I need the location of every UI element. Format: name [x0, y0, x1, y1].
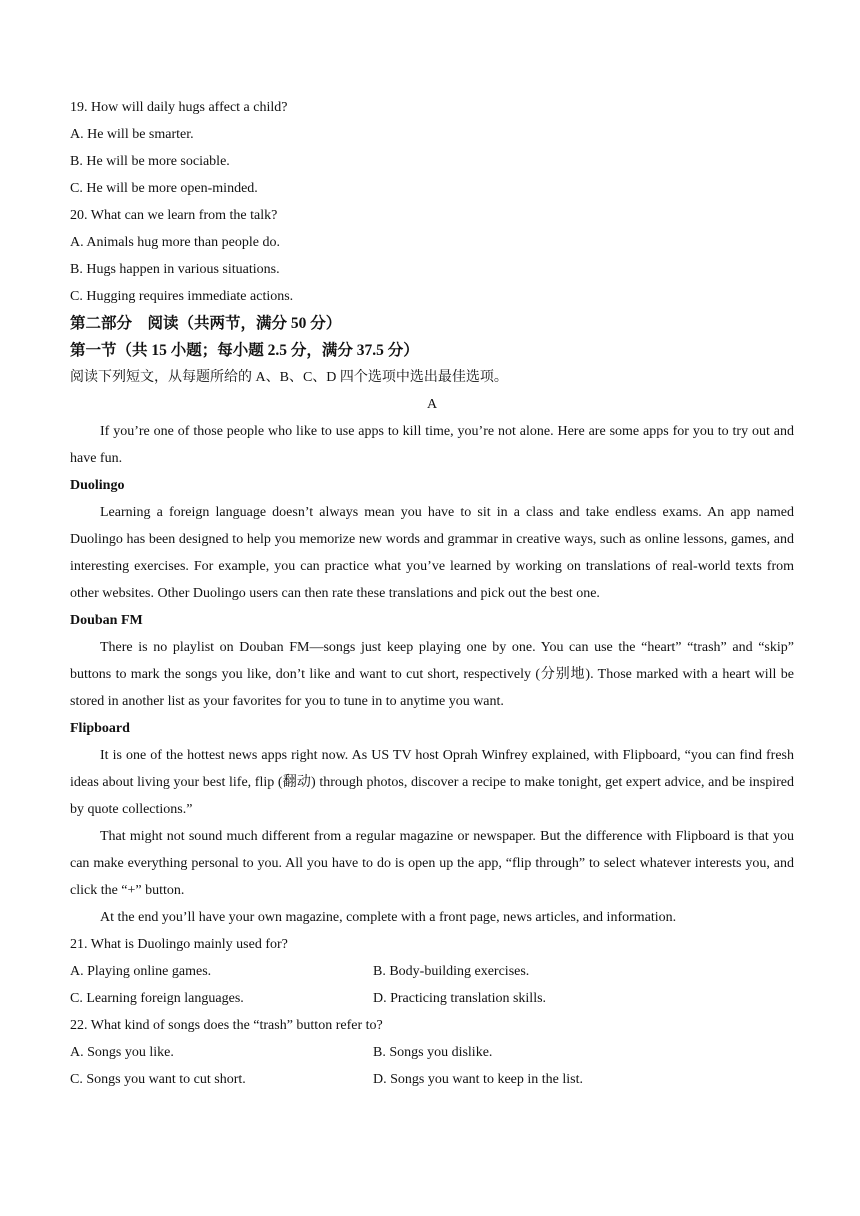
- duolingo-paragraph: Learning a foreign language doesn’t always mean you have to sit in a class and take endless exams. An app named Duolingo has been designed to help you memorize new words and grammar in creative ways, such as online lessons, games, and interesting exercises. For example, you can practice what you’ve learned by working on translations of real-world texts from other websites. Other Duolingo users can then rate these translations and pick out the best one.: [70, 505, 794, 601]
- options-row-21-ab: [70, 958, 794, 985]
- reading-instruction: 阅读下列短文，从每题所给的 A、B、C、D 四个选项中选出最佳选项。: [70, 370, 508, 385]
- question-22: 22. What kind of songs does the “trash” button refer to?: [70, 1018, 383, 1033]
- option-22-b: B. Songs you dislike.: [373, 1045, 493, 1060]
- duolingo-title: Duolingo: [70, 478, 125, 493]
- options-row-22-cd: [70, 1066, 794, 1093]
- option-20-b: B. Hugs happen in various situations.: [70, 262, 280, 277]
- flipboard-title: Flipboard: [70, 721, 130, 736]
- section-one-heading: 第一节（共 15 小题；每小题 2.5 分，满分 37.5 分）: [70, 342, 419, 359]
- flipboard-paragraph-3: At the end you’ll have your own magazine, complete with a front page, news articles, and information.: [100, 910, 677, 925]
- options-row-21-cd: [70, 985, 794, 1012]
- option-19-a: A. He will be smarter.: [70, 127, 194, 142]
- passage-intro: If you’re one of those people who like to use apps to kill time, you’re not alone. Here are some apps for you to try out and have fun.: [70, 424, 794, 466]
- option-21-a: A. Playing online games.: [70, 964, 212, 979]
- question-19: 19. How will daily hugs affect a child?: [70, 100, 288, 115]
- option-22-a: A. Songs you like.: [70, 1045, 174, 1060]
- option-22-d: D. Songs you want to keep in the list.: [373, 1072, 583, 1087]
- option-22-c: C. Songs you want to cut short.: [70, 1072, 246, 1087]
- douban-paragraph: There is no playlist on Douban FM—songs just keep playing one by one. You can use the “heart” “trash” and “skip” buttons to mark the songs you like, don’t like and want to cut short, respectively (分别地). Those marked with a heart will be stored in another list as your favorites for you to tune in to anytime you want.: [70, 640, 794, 709]
- option-21-c: C. Learning foreign languages.: [70, 991, 244, 1006]
- option-21-d: D. Practicing translation skills.: [373, 991, 547, 1006]
- passage-label: A: [426, 397, 438, 412]
- option-19-c: C. He will be more open-minded.: [70, 181, 258, 196]
- option-21-b: B. Body-building exercises.: [373, 964, 530, 979]
- option-19-b: B. He will be more sociable.: [70, 154, 230, 169]
- options-row-22-ab: [70, 1039, 794, 1066]
- option-20-a: A. Animals hug more than people do.: [70, 235, 280, 250]
- question-21: 21. What is Duolingo mainly used for?: [70, 937, 288, 952]
- part-two-heading: 第二部分 阅读（共两节，满分 50 分）: [70, 315, 342, 332]
- option-20-c: C. Hugging requires immediate actions.: [70, 289, 294, 304]
- flipboard-paragraph-1: It is one of the hottest news apps right now. As US TV host Oprah Winfrey explained, with Flipboard, “you can find fresh ideas about living your best life, flip (翻动) through photos, discover a recipe to make tonight, get expert advice, and be inspired by quote collections.”: [70, 748, 794, 817]
- exam-page: [70, 94, 794, 1093]
- flipboard-paragraph-2: That might not sound much different from a regular magazine or newspaper. But the difference with Flipboard is that you can make everything personal to you. All you have to do is open up the app, “flip through” to select whatever interests you, and click the “+” button.: [70, 829, 794, 898]
- question-20: 20. What can we learn from the talk?: [70, 208, 278, 223]
- douban-title: Douban FM: [70, 613, 143, 628]
